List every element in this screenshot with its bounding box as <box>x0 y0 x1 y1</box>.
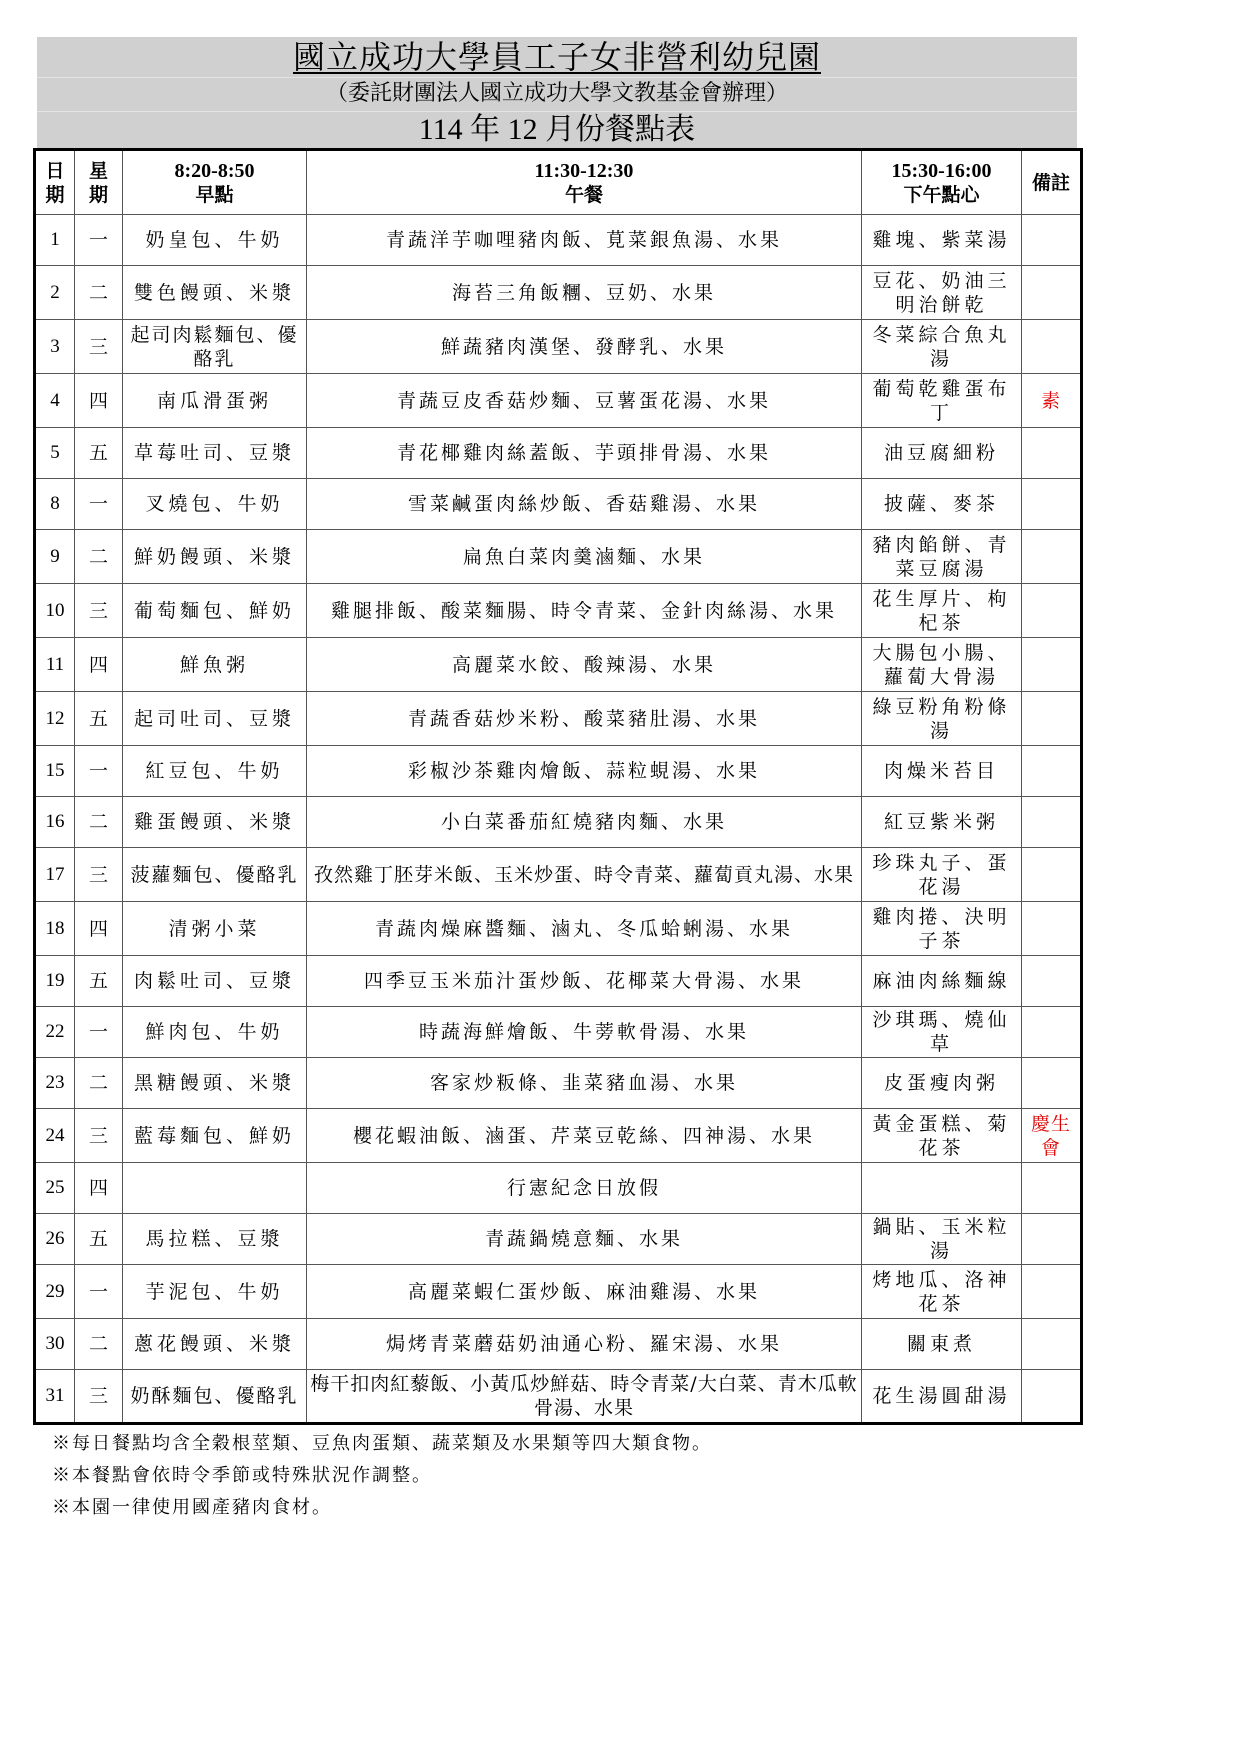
breakfast-cell: 南瓜滑蛋粥 <box>123 374 307 428</box>
weekday-cell: 五 <box>75 1214 123 1265</box>
weekday-cell: 一 <box>75 479 123 530</box>
snack-cell: 鍋貼、玉米粒湯 <box>862 1214 1022 1265</box>
weekday-cell: 三 <box>75 848 123 902</box>
snack-cell: 關東煮 <box>862 1319 1022 1370</box>
lunch-cell: 青蔬鍋燒意麵、水果 <box>307 1214 862 1265</box>
date-cell: 31 <box>35 1370 75 1424</box>
snack-cell: 沙琪瑪、燒仙草 <box>862 1007 1022 1058</box>
menu-title: 114 年 12 月份餐點表 <box>418 113 696 146</box>
weekday-cell: 一 <box>75 1265 123 1319</box>
footnotes <box>52 1428 712 1524</box>
col-header-lunch <box>307 150 862 215</box>
note-cell <box>1022 902 1082 956</box>
lunch-cell: 青蔬洋芋咖哩豬肉飯、莧菜銀魚湯、水果 <box>307 215 862 266</box>
lunch-cell: 梅干扣肉紅藜飯、小黃瓜炒鮮菇、時令青菜/大白菜、青木瓜軟骨湯、水果 <box>307 1370 862 1424</box>
table-row <box>35 692 1082 746</box>
snack-cell: 花生湯圓甜湯 <box>862 1370 1022 1424</box>
date-cell: 4 <box>35 374 75 428</box>
lunch-cell: 孜然雞丁胚芽米飯、玉米炒蛋、時令青菜、蘿蔔貢丸湯、水果 <box>307 848 862 902</box>
note-cell <box>1022 956 1082 1007</box>
lunch-cell: 櫻花蝦油飯、滷蛋、芹菜豆乾絲、四神湯、水果 <box>307 1109 862 1163</box>
lunch-cell: 行憲紀念日放假 <box>307 1163 862 1214</box>
breakfast-cell: 馬拉糕、豆漿 <box>123 1214 307 1265</box>
snack-cell: 大腸包小腸、蘿蔔大骨湯 <box>862 638 1022 692</box>
lunch-cell: 四季豆玉米茄汁蛋炒飯、花椰菜大骨湯、水果 <box>307 956 862 1007</box>
snack-cell: 雞肉捲、決明子茶 <box>862 902 1022 956</box>
snack-cell <box>862 1163 1022 1214</box>
table-row <box>35 1058 1082 1109</box>
lunch-cell: 時蔬海鮮燴飯、牛蒡軟骨湯、水果 <box>307 1007 862 1058</box>
date-cell: 17 <box>35 848 75 902</box>
weekday-cell: 五 <box>75 956 123 1007</box>
footnote: ※本餐點會依時令季節或特殊狀況作調整。 <box>52 1465 432 1486</box>
note-cell <box>1022 746 1082 797</box>
table-row <box>35 215 1082 266</box>
date-cell: 30 <box>35 1319 75 1370</box>
table-row <box>35 638 1082 692</box>
weekday-cell: 五 <box>75 428 123 479</box>
lunch-cell: 青蔬香菇炒米粉、酸菜豬肚湯、水果 <box>307 692 862 746</box>
breakfast-cell: 雙色饅頭、米漿 <box>123 266 307 320</box>
note-cell <box>1022 215 1082 266</box>
note-cell <box>1022 1214 1082 1265</box>
title-text: 國立成功大學員工子女非營利幼兒園 <box>292 38 821 76</box>
table-row <box>35 1163 1082 1214</box>
breakfast-cell: 鮮肉包、牛奶 <box>123 1007 307 1058</box>
weekday-cell: 四 <box>75 902 123 956</box>
table-row <box>35 584 1082 638</box>
table-row <box>35 266 1082 320</box>
breakfast-cell: 黑糖饅頭、米漿 <box>123 1058 307 1109</box>
date-cell: 10 <box>35 584 75 638</box>
breakfast-cell: 紅豆包、牛奶 <box>123 746 307 797</box>
kindergarten-title <box>37 37 1077 77</box>
snack-cell: 豬肉餡餅、青菜豆腐湯 <box>862 530 1022 584</box>
note-cell <box>1022 1370 1082 1424</box>
snack-cell: 黃金蛋糕、菊花茶 <box>862 1109 1022 1163</box>
lunch-cell: 青蔬豆皮香菇炒麵、豆薯蛋花湯、水果 <box>307 374 862 428</box>
table-row <box>35 1319 1082 1370</box>
snack-cell: 葡萄乾雞蛋布丁 <box>862 374 1022 428</box>
col-header-note: 備註 <box>1022 150 1082 215</box>
col-header-snack <box>862 150 1022 215</box>
title-band <box>37 37 1077 148</box>
note-cell: 慶生會 <box>1022 1109 1082 1163</box>
weekday-cell: 三 <box>75 1109 123 1163</box>
date-cell: 25 <box>35 1163 75 1214</box>
col-header-breakfast <box>123 150 307 215</box>
note-cell <box>1022 584 1082 638</box>
lunch-cell: 焗烤青菜蘑菇奶油通心粉、羅宋湯、水果 <box>307 1319 862 1370</box>
breakfast-cell: 草莓吐司、豆漿 <box>123 428 307 479</box>
date-cell: 8 <box>35 479 75 530</box>
meal-table <box>33 148 1083 1425</box>
table-header <box>35 150 1082 215</box>
lunch-label: 午餐 <box>564 183 603 206</box>
snack-cell: 冬菜綜合魚丸湯 <box>862 320 1022 374</box>
breakfast-cell: 葡萄麵包、鮮奶 <box>123 584 307 638</box>
footnote: ※每日餐點均含全穀根莖類、豆魚肉蛋類、蔬菜類及水果類等四大類食物。 <box>52 1433 712 1454</box>
date-cell: 5 <box>35 428 75 479</box>
date-cell: 2 <box>35 266 75 320</box>
weekday-cell: 一 <box>75 1007 123 1058</box>
note-cell <box>1022 848 1082 902</box>
weekday-cell: 五 <box>75 692 123 746</box>
table-row <box>35 530 1082 584</box>
lunch-cell: 客家炒粄條、韭菜豬血湯、水果 <box>307 1058 862 1109</box>
lunch-cell: 雞腿排飯、酸菜麵腸、時令青菜、金針肉絲湯、水果 <box>307 584 862 638</box>
table-row <box>35 1109 1082 1163</box>
weekday-cell: 一 <box>75 215 123 266</box>
snack-cell: 皮蛋瘦肉粥 <box>862 1058 1022 1109</box>
snack-cell: 烤地瓜、洛神花茶 <box>862 1265 1022 1319</box>
breakfast-cell: 鮮魚粥 <box>123 638 307 692</box>
breakfast-cell: 蔥花饅頭、米漿 <box>123 1319 307 1370</box>
note-cell <box>1022 1319 1082 1370</box>
date-cell: 29 <box>35 1265 75 1319</box>
col-header-weekday: 星期 <box>75 150 123 215</box>
note-cell <box>1022 1265 1082 1319</box>
lunch-cell: 彩椒沙茶雞肉燴飯、蒜粒蜆湯、水果 <box>307 746 862 797</box>
date-cell: 26 <box>35 1214 75 1265</box>
note-cell <box>1022 638 1082 692</box>
date-cell: 22 <box>35 1007 75 1058</box>
weekday-cell: 四 <box>75 1163 123 1214</box>
table-row <box>35 1370 1082 1424</box>
weekday-cell: 四 <box>75 374 123 428</box>
lunch-cell: 高麗菜水餃、酸辣湯、水果 <box>307 638 862 692</box>
snack-cell: 綠豆粉角粉條湯 <box>862 692 1022 746</box>
breakfast-cell: 雞蛋饅頭、米漿 <box>123 797 307 848</box>
breakfast-cell: 菠蘿麵包、優酪乳 <box>123 848 307 902</box>
note-cell <box>1022 1058 1082 1109</box>
snack-time: 15:30-16:00 <box>891 159 992 182</box>
note-cell <box>1022 530 1082 584</box>
note-cell <box>1022 428 1082 479</box>
breakfast-time: 8:20-8:50 <box>174 159 255 182</box>
table-row <box>35 848 1082 902</box>
breakfast-cell: 奶皇包、牛奶 <box>123 215 307 266</box>
note-cell <box>1022 692 1082 746</box>
breakfast-cell <box>123 1163 307 1214</box>
footnote: ※本園一律使用國產豬肉食材。 <box>52 1497 332 1518</box>
breakfast-cell: 肉鬆吐司、豆漿 <box>123 956 307 1007</box>
lunch-cell: 扁魚白菜肉羹滷麵、水果 <box>307 530 862 584</box>
weekday-cell: 一 <box>75 746 123 797</box>
breakfast-label: 早點 <box>195 183 234 206</box>
note-cell <box>1022 1007 1082 1058</box>
date-cell: 15 <box>35 746 75 797</box>
note-cell <box>1022 479 1082 530</box>
table-row <box>35 902 1082 956</box>
note-cell <box>1022 266 1082 320</box>
snack-cell: 豆花、奶油三明治餅乾 <box>862 266 1022 320</box>
weekday-cell: 三 <box>75 320 123 374</box>
date-cell: 3 <box>35 320 75 374</box>
weekday-cell: 三 <box>75 584 123 638</box>
snack-cell: 麻油肉絲麵線 <box>862 956 1022 1007</box>
note-cell <box>1022 1163 1082 1214</box>
breakfast-cell: 奶酥麵包、優酪乳 <box>123 1370 307 1424</box>
snack-cell: 珍珠丸子、蛋花湯 <box>862 848 1022 902</box>
snack-cell: 紅豆紫米粥 <box>862 797 1022 848</box>
lunch-cell: 雪菜鹹蛋肉絲炒飯、香菇雞湯、水果 <box>307 479 862 530</box>
snack-cell: 披薩、麥茶 <box>862 479 1022 530</box>
note-cell <box>1022 320 1082 374</box>
lunch-cell: 海苔三角飯糰、豆奶、水果 <box>307 266 862 320</box>
date-cell: 23 <box>35 1058 75 1109</box>
date-cell: 12 <box>35 692 75 746</box>
table-row <box>35 320 1082 374</box>
date-cell: 18 <box>35 902 75 956</box>
breakfast-cell: 芋泥包、牛奶 <box>123 1265 307 1319</box>
note-cell <box>1022 797 1082 848</box>
lunch-cell: 鮮蔬豬肉漢堡、發酵乳、水果 <box>307 320 862 374</box>
breakfast-cell: 清粥小菜 <box>123 902 307 956</box>
weekday-cell: 四 <box>75 638 123 692</box>
table-row <box>35 1265 1082 1319</box>
table-row <box>35 956 1082 1007</box>
weekday-cell: 二 <box>75 1058 123 1109</box>
snack-label: 下午點心 <box>903 183 980 206</box>
date-cell: 16 <box>35 797 75 848</box>
lunch-time: 11:30-12:30 <box>534 159 634 182</box>
weekday-cell: 二 <box>75 797 123 848</box>
table-row <box>35 479 1082 530</box>
col-header-date: 日期 <box>35 150 75 215</box>
table-row <box>35 746 1082 797</box>
weekday-cell: 三 <box>75 1370 123 1424</box>
snack-cell: 花生厚片、枸杞茶 <box>862 584 1022 638</box>
breakfast-cell: 叉燒包、牛奶 <box>123 479 307 530</box>
table-row <box>35 374 1082 428</box>
weekday-cell: 二 <box>75 1319 123 1370</box>
date-cell: 24 <box>35 1109 75 1163</box>
table-row <box>35 797 1082 848</box>
breakfast-cell: 鮮奶饅頭、米漿 <box>123 530 307 584</box>
weekday-cell: 二 <box>75 530 123 584</box>
date-cell: 11 <box>35 638 75 692</box>
date-cell: 1 <box>35 215 75 266</box>
table-row <box>35 428 1082 479</box>
subtitle: （委託財團法人國立成功大學文教基金會辦理） <box>325 81 788 106</box>
breakfast-cell: 起司肉鬆麵包、優酪乳 <box>123 320 307 374</box>
note-cell: 素 <box>1022 374 1082 428</box>
date-cell: 19 <box>35 956 75 1007</box>
lunch-cell: 高麗菜蝦仁蛋炒飯、麻油雞湯、水果 <box>307 1265 862 1319</box>
lunch-cell: 青花椰雞肉絲蓋飯、芋頭排骨湯、水果 <box>307 428 862 479</box>
table-row <box>35 1007 1082 1058</box>
table-row <box>35 1214 1082 1265</box>
lunch-cell: 小白菜番茄紅燒豬肉麵、水果 <box>307 797 862 848</box>
snack-cell: 肉燥米苔目 <box>862 746 1022 797</box>
snack-cell: 油豆腐細粉 <box>862 428 1022 479</box>
snack-cell: 雞塊、紫菜湯 <box>862 215 1022 266</box>
breakfast-cell: 起司吐司、豆漿 <box>123 692 307 746</box>
breakfast-cell: 藍莓麵包、鮮奶 <box>123 1109 307 1163</box>
weekday-cell: 二 <box>75 266 123 320</box>
date-cell: 9 <box>35 530 75 584</box>
lunch-cell: 青蔬肉燥麻醬麵、滷丸、冬瓜蛤蜊湯、水果 <box>307 902 862 956</box>
